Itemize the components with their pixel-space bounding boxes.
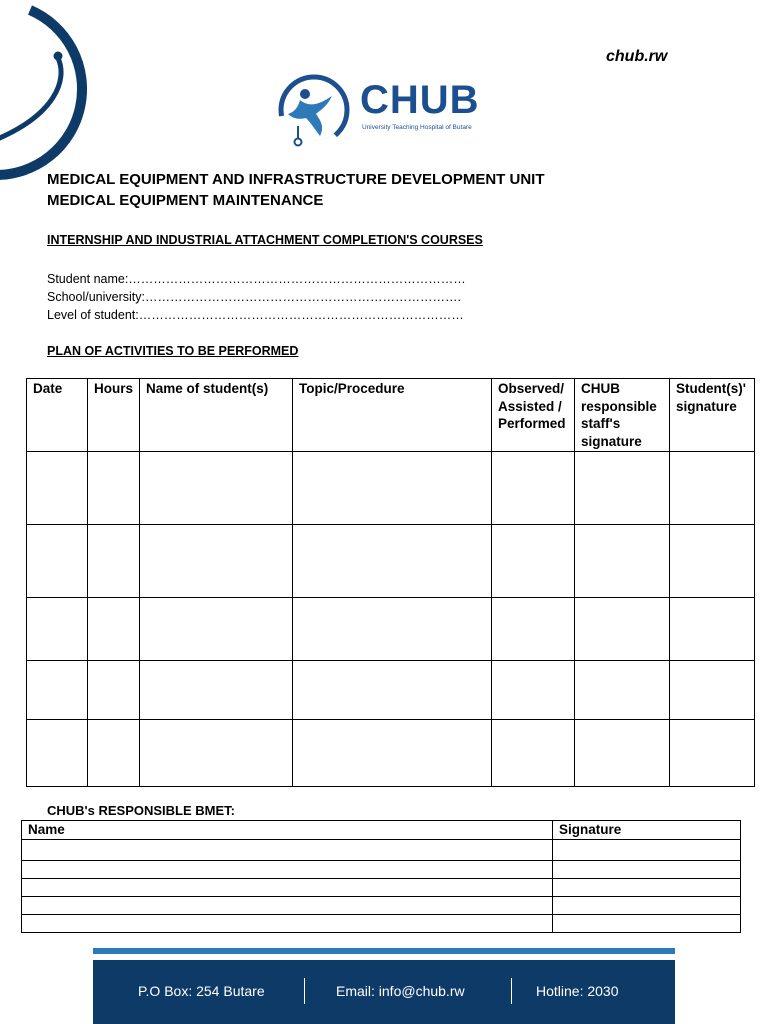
table-cell[interactable] — [575, 598, 670, 661]
table-cell[interactable] — [88, 598, 140, 661]
table-cell[interactable] — [140, 720, 293, 787]
logo-subtitle: University Teaching Hospital of Butare — [362, 124, 472, 131]
table-cell[interactable] — [22, 840, 553, 861]
school-field: School/university:…………………………………………………………………. — [47, 290, 461, 304]
footer-email[interactable]: Email: info@chub.rw — [336, 983, 465, 999]
table-cell[interactable] — [22, 915, 553, 933]
table-cell[interactable] — [670, 452, 755, 525]
footer-divider — [511, 978, 512, 1004]
table-cell[interactable] — [88, 525, 140, 598]
table-cell[interactable] — [553, 840, 741, 861]
table-row — [22, 897, 741, 915]
table-header-row — [27, 379, 755, 452]
table-cell[interactable] — [492, 661, 575, 720]
table-cell[interactable] — [553, 861, 741, 879]
table-cell[interactable] — [27, 525, 88, 598]
table-row — [22, 879, 741, 897]
table-row — [22, 840, 741, 861]
header-date: Date — [27, 379, 88, 452]
footer-bar — [93, 960, 675, 1024]
table-cell[interactable] — [140, 452, 293, 525]
table-cell[interactable] — [492, 525, 575, 598]
table-cell[interactable] — [293, 452, 492, 525]
bmet-table — [21, 820, 741, 933]
table-cell[interactable] — [22, 861, 553, 879]
table-row — [22, 861, 741, 879]
unit-title: MEDICAL EQUIPMENT AND INFRASTRUCTURE DEVELOPMENT UNIT — [47, 171, 545, 188]
table-cell[interactable] — [293, 598, 492, 661]
logo-wordmark: CHUB — [360, 78, 480, 122]
table-row — [27, 452, 755, 525]
table-cell[interactable] — [670, 661, 755, 720]
table-cell[interactable] — [575, 525, 670, 598]
table-cell[interactable] — [553, 879, 741, 897]
bmet-label: CHUB's RESPONSIBLE BMET: — [47, 803, 235, 818]
table-cell[interactable] — [492, 598, 575, 661]
table-cell[interactable] — [22, 897, 553, 915]
corner-arc-decoration — [0, 0, 100, 180]
site-url: chub.rw — [606, 48, 668, 65]
level-field: Level of student:…………………………………………………………………… — [47, 308, 464, 322]
table-cell[interactable] — [27, 598, 88, 661]
table-cell[interactable] — [492, 452, 575, 525]
table-cell[interactable] — [553, 897, 741, 915]
table-cell[interactable] — [88, 452, 140, 525]
bmet-header-row — [22, 821, 741, 840]
header-student-names: Name of student(s) — [140, 379, 293, 452]
table-row — [27, 525, 755, 598]
footer-hotline: Hotline: 2030 — [536, 983, 619, 999]
table-cell[interactable] — [575, 452, 670, 525]
header-signature: Signature — [553, 821, 741, 840]
footer-stripe — [93, 948, 675, 954]
table-row — [27, 661, 755, 720]
header-topic: Topic/Procedure — [293, 379, 492, 452]
header-staff-signature: CHUB responsible staff's signature — [575, 379, 670, 452]
footer-divider — [304, 978, 305, 1004]
table-cell[interactable] — [670, 525, 755, 598]
table-cell[interactable] — [27, 661, 88, 720]
table-cell[interactable] — [140, 598, 293, 661]
header-observed: Observed/ Assisted / Performed — [492, 379, 575, 452]
table-cell[interactable] — [140, 525, 293, 598]
table-cell[interactable] — [575, 661, 670, 720]
table-cell[interactable] — [553, 915, 741, 933]
table-row — [27, 598, 755, 661]
table-cell[interactable] — [670, 720, 755, 787]
table-cell[interactable] — [22, 879, 553, 897]
table-cell[interactable] — [670, 598, 755, 661]
table-row — [27, 720, 755, 787]
header-name: Name — [22, 821, 553, 840]
plan-title: PLAN OF ACTIVITIES TO BE PERFORMED — [47, 344, 299, 358]
student-name-field: Student name:……………………………………………………………………… — [47, 272, 466, 286]
header-hours: Hours — [88, 379, 140, 452]
table-cell[interactable] — [575, 720, 670, 787]
header-student-signature: Student(s)' signature — [670, 379, 755, 452]
table-cell[interactable] — [27, 452, 88, 525]
table-cell[interactable] — [293, 720, 492, 787]
activities-table — [26, 378, 755, 787]
chub-logo-icon — [276, 74, 356, 150]
unit-subtitle: MEDICAL EQUIPMENT MAINTENANCE — [47, 192, 324, 209]
table-cell[interactable] — [492, 720, 575, 787]
table-cell[interactable] — [293, 661, 492, 720]
footer-po-box: P.O Box: 254 Butare — [138, 983, 265, 999]
table-cell[interactable] — [293, 525, 492, 598]
table-cell[interactable] — [88, 720, 140, 787]
table-cell[interactable] — [140, 661, 293, 720]
table-row — [22, 915, 741, 933]
table-cell[interactable] — [88, 661, 140, 720]
table-cell[interactable] — [27, 720, 88, 787]
courses-title: INTERNSHIP AND INDUSTRIAL ATTACHMENT COMPLETION'S COURSES — [47, 233, 483, 247]
